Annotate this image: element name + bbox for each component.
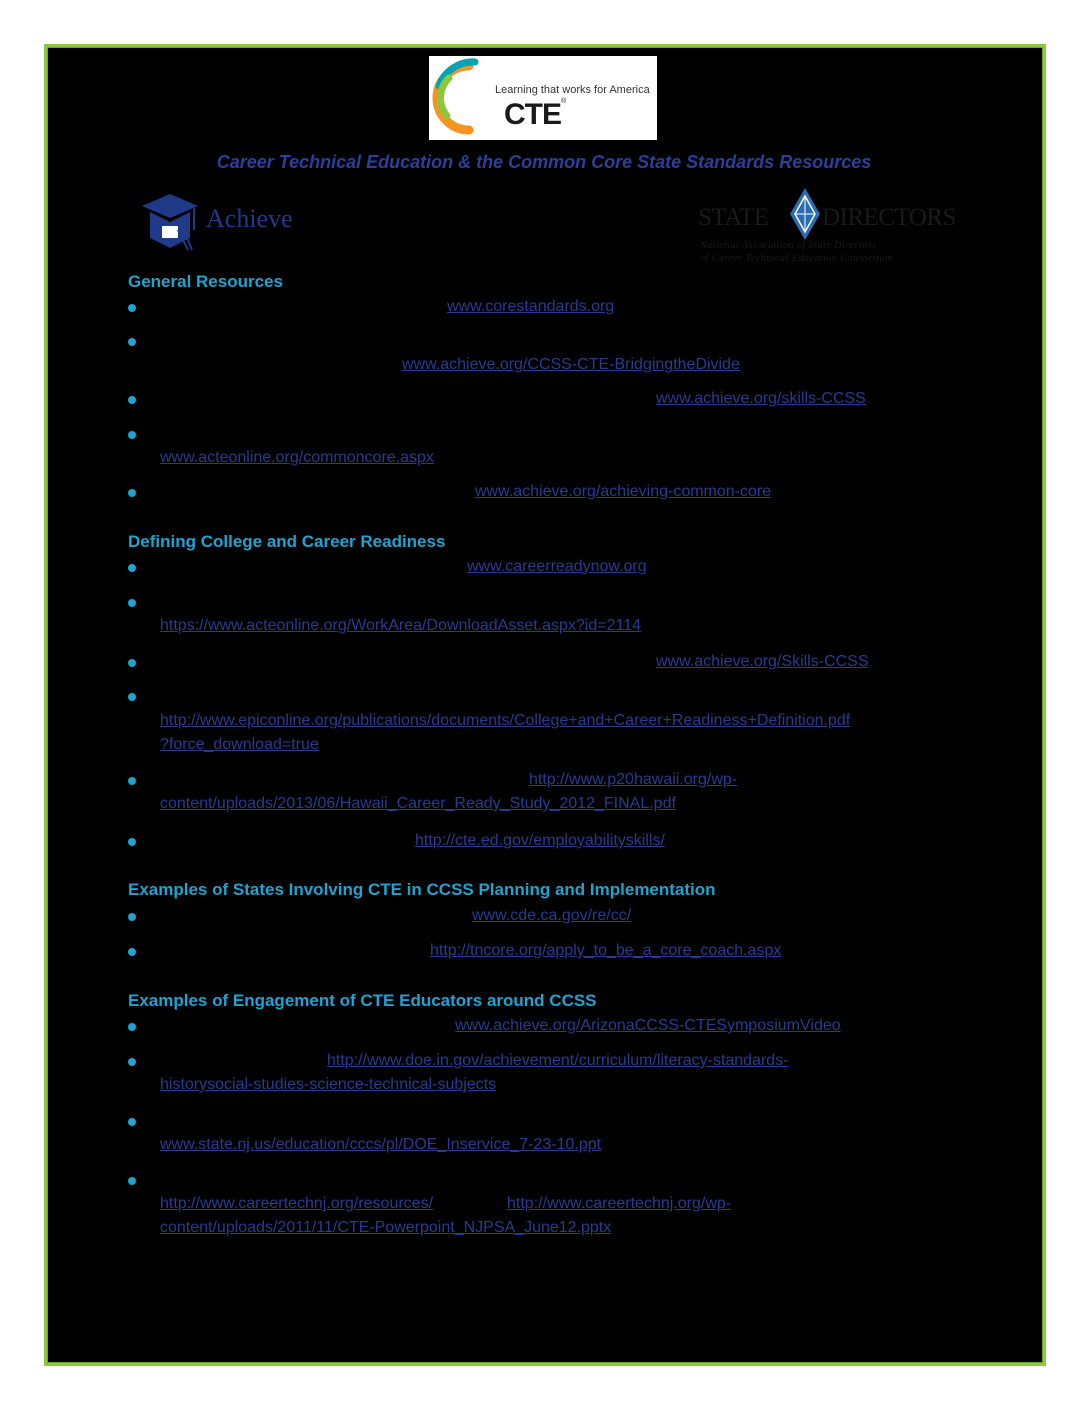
resource-link[interactable]: http://tncore.org/apply_to_be_a_core_coach.aspx — [430, 942, 782, 959]
list-bullet — [128, 396, 136, 404]
resource-link[interactable]: historysocial-studies-science-technical-subjects — [160, 1076, 497, 1093]
section-heading: Examples of Engagement of CTE Educators around CCSS — [128, 991, 597, 1010]
state-directors-logo — [698, 186, 960, 268]
resource-link[interactable]: www.corestandards.org — [447, 298, 615, 315]
page-title: Career Technical Education & the Common Core State Standards Resources — [216, 152, 872, 172]
state-directors-subtitle-1: National Association of State Directors — [700, 240, 877, 251]
resource-link[interactable]: www.achieve.org/skills-CCSS — [656, 390, 866, 407]
resource-link[interactable]: www.careerreadynow.org — [467, 558, 647, 575]
resource-link[interactable]: ?force_download=true — [160, 736, 319, 753]
resource-link[interactable]: www.state.nj.us/education/cccs/pl/DOE_Inservice_7-23-10.ppt — [160, 1136, 602, 1153]
list-bullet — [128, 304, 136, 312]
list-bullet — [128, 838, 136, 846]
state-directors-left-word: STATE — [698, 204, 769, 231]
list-bullet — [128, 1023, 136, 1031]
list-bullet — [128, 777, 136, 785]
resource-link[interactable]: http://www.careertechnj.org/wp- — [507, 1195, 732, 1212]
resource-link[interactable]: http://www.epiconline.org/publications/documents/College+and+Career+Readiness+Definition.pdf — [160, 712, 851, 729]
section-heading: Examples of States Involving CTE in CCSS Planning and Implementation — [128, 880, 716, 899]
section-heading: Defining College and Career Readiness — [128, 532, 446, 551]
resource-link[interactable]: www.achieve.org/achieving-common-core — [475, 483, 772, 500]
cte-logo — [429, 56, 657, 140]
state-directors-subtitle-2: of Career Technical Education Consortium — [700, 253, 893, 264]
list-bullet — [128, 1118, 136, 1126]
achieve-wordmark: Achieve — [206, 204, 293, 233]
resource-link[interactable]: http://www.careertechnj.org/resources/ — [160, 1195, 434, 1212]
list-bullet — [128, 1058, 136, 1066]
resource-link[interactable]: www.acteonline.org/commoncore.aspx — [160, 449, 434, 466]
list-bullet — [128, 693, 136, 701]
list-bullet — [128, 338, 136, 346]
list-bullet — [128, 948, 136, 956]
resource-link[interactable]: www.achieve.org/ArizonaCCSS-CTESymposiumVideo — [455, 1017, 841, 1034]
section-heading: General Resources — [128, 272, 283, 291]
resource-link[interactable]: www.achieve.org/CCSS-CTE-BridgingtheDivide — [402, 356, 740, 373]
cte-wordmark: CTE® — [504, 98, 566, 131]
achieve-logo — [138, 192, 308, 252]
list-bullet — [128, 913, 136, 921]
resource-link[interactable]: www.achieve.org/Skills-CCSS — [656, 653, 869, 670]
resource-link[interactable]: www.cde.ca.gov/re/cc/ — [472, 907, 632, 924]
list-bullet — [128, 599, 136, 607]
resource-link[interactable]: http://www.doe.in.gov/achievement/curriculum/literacy-standards- — [327, 1052, 789, 1069]
diamond-emblem-icon — [790, 188, 820, 240]
list-bullet — [128, 489, 136, 497]
list-bullet — [128, 431, 136, 439]
cte-tagline: Learning that works for America — [495, 84, 650, 96]
list-bullet — [128, 564, 136, 572]
resource-link[interactable]: https://www.acteonline.org/WorkArea/DownloadAsset.aspx?id=2114 — [160, 617, 642, 634]
list-bullet — [128, 1177, 136, 1185]
graduation-cap-icon — [138, 192, 202, 252]
resource-link[interactable]: http://www.p20hawaii.org/wp- — [529, 771, 738, 788]
resource-link[interactable]: content/uploads/2011/11/CTE-Powerpoint_NJPSA_June12.pptx — [160, 1219, 612, 1236]
state-directors-right-word: DIRECTORS — [822, 204, 956, 231]
cte-swoosh-icon — [429, 56, 509, 140]
list-bullet — [128, 659, 136, 667]
resource-link[interactable]: content/uploads/2013/06/Hawaii_Career_Ready_Study_2012_FINAL.pdf — [160, 795, 676, 812]
resource-link[interactable]: http://cte.ed.gov/employabilityskills/ — [415, 832, 665, 849]
